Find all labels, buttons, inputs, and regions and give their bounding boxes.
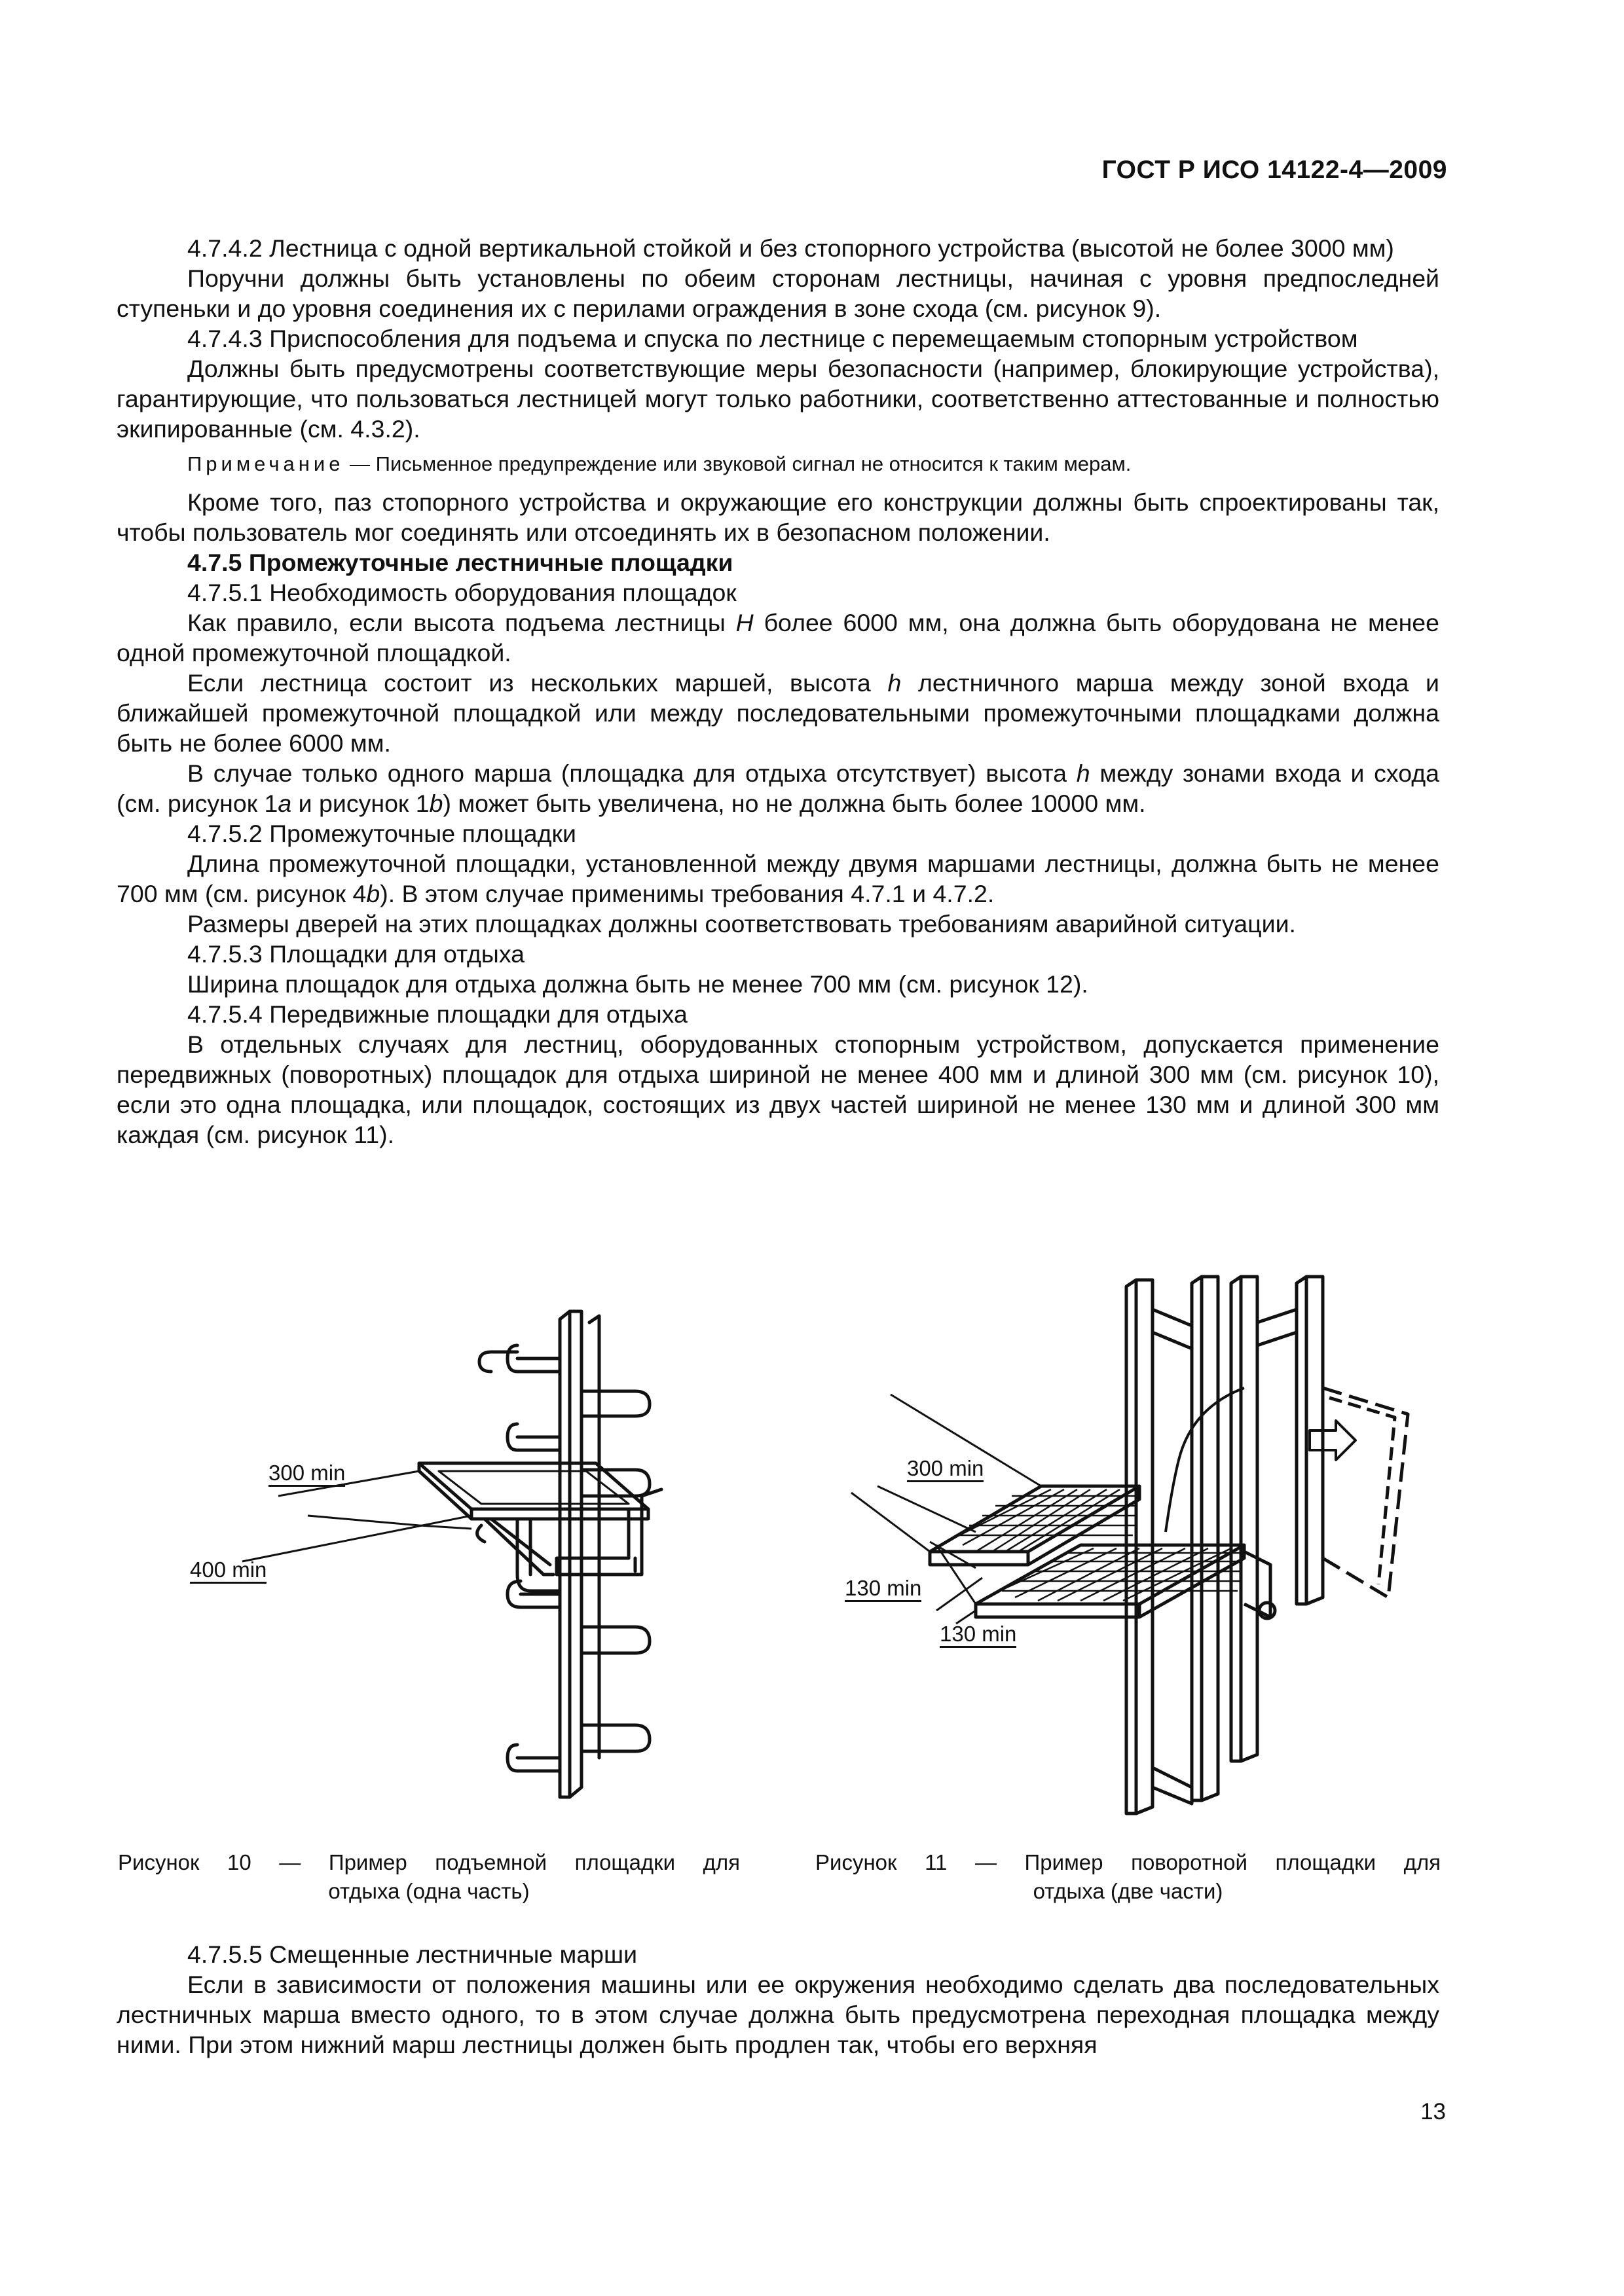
subsection-heading: 4.7.5.5 Смещенные лестничные марши [187,1941,638,1968]
dimension-line-130a [851,1493,930,1552]
section-heading: 4.7.5 Промежуточные лестничные площадки [187,549,733,576]
paragraph [117,668,1439,758]
note-label: Примечание [187,452,344,475]
text-run-italic: b [366,880,380,907]
figure-10-caption [118,1848,740,1906]
paragraph: 4.7.4.3 Приспособления для подъема и спуска по лестнице с перемещаемым стопорным устройством [187,325,1358,352]
paragraph [117,608,1439,668]
text-run-italic: H [735,609,754,636]
text-run: В случае только одного марша (площадка для отдыха отсутствует) высота [187,759,1077,787]
rung [1257,1309,1297,1345]
note [117,449,1439,479]
paragraph: Кроме того, паз стопорного устройства и окружающие его конструкции должны быть спроектированы так, чтобы пользователь мог соединять или отсоединять их в безопасном положении. [117,488,1439,546]
figure-11-label-130a: 130 min [845,1576,921,1602]
rung [507,1345,560,1372]
figure-10-label-400: 400 min [190,1558,267,1584]
text-run: Как правило, если высота подъема лестницы [187,609,736,636]
document-header: ГОСТ Р ИСО 14122-4—2009 [1101,156,1447,184]
figure-11-label-130b: 130 min [940,1622,1016,1648]
text-run: Длина промежуточной площадки, установленной между двумя маршами лестницы, должна быть не менее 700 мм (см. рисунок 4 [117,850,1439,907]
subsection-heading: 4.7.5.1 Необходимость оборудования площадок [187,579,737,606]
figure-10-caption-line: отдыха (одна часть) [328,1879,530,1903]
text-run: ). В этом случае применимы требования 4.7.1 и 4.7.2. [380,880,995,907]
rung [581,1470,650,1496]
rung [507,1581,560,1607]
rung [581,1627,650,1653]
rung [581,1725,650,1751]
figure-11-svg [825,1270,1414,1827]
paragraph: 4.7.4.2 Лестница с одной вертикальной стойкой и без стопорного устройства (высотой не более 3000 мм) [187,234,1394,262]
paragraph: Размеры дверей на этих площадках должны соответствовать требованиям аварийной ситуации. [187,910,1296,938]
body-text-upper [117,233,1439,1150]
paragraph: В отдельных случаях для лестниц, оборудованных стопорным устройством, допускается применение передвижных (поворотных) площадок для отдыха шириной не менее 400 мм и длиной 300 мм (см. рисунок 10), если это одна площадка, или площадок, состоящих из двух частей шириной не менее 130 мм и длиной 300 мм каждая (см. рисунок 11). [117,1030,1439,1148]
paragraph: Ширина площадок для отдыха должна быть не менее 700 мм (см. рисунок 12). [187,970,1088,998]
text-run: Если лестница состоит из нескольких маршей, высота [187,669,888,697]
arrow-icon [1310,1421,1356,1460]
figure-11-caption-line: Рисунок 11 — Пример поворотной площадки для [815,1850,1441,1874]
text-run: более 6000 мм, она должна быть оборудована не менее одной промежуточной площадкой. [117,609,1439,666]
text-run: лестничного марша между зоной входа и ближайшей промежуточной площадкой или между последовательными промежуточными площадками должна быть не более 6000 мм. [117,669,1439,757]
subsection-heading: 4.7.5.2 Промежуточные площадки [187,820,576,847]
text-run: и рисунок 1 [291,790,430,817]
subsection-heading: 4.7.5.3 Площадки для отдыха [187,940,525,968]
rung [507,1745,560,1771]
text-run-italic: a [278,790,292,817]
rung [507,1424,560,1450]
dimension-line-400 [242,1516,471,1561]
subsection-heading: 4.7.5.4 Передвижные площадки для отдыха [187,1000,688,1028]
figure-11-caption [815,1848,1441,1906]
ladder-rail [1192,1277,1218,1800]
note-text: — Письменное предупреждение или звуковой сигнал не относится к таким мерам. [344,452,1132,475]
text-run: ) может быть увеличена, но не должна быть более 10000 мм. [443,790,1146,817]
paragraph [117,758,1439,818]
text-run-italic: h [1076,759,1090,787]
paragraph: Если в зависимости от положения машины или ее окружения необходимо сделать два последовательных лестничных марша вместо одного, то в этом случае должна быть предусмотрена переходная площадка между ними. При этом нижний марш лестницы должен быть продлен так, чтобы его верхняя [117,1971,1439,2058]
paragraph: Должны быть предусмотрены соответствующие меры безопасности (например, блокирующие устройства), гарантирующие, что пользоваться лестницей могут только работники, соответственно аттестованные и полностью экипированные (см. 4.3.2). [117,355,1439,443]
paragraph [117,848,1439,909]
text-run-italic: b [429,790,443,817]
figure-11-caption-line: отдыха (две части) [1033,1879,1223,1903]
ladder-rail [1231,1277,1257,1761]
rung [1153,1768,1192,1804]
rung [1153,1309,1192,1349]
text-run: между зонами входа и схода (см. рисунок 1 [117,759,1439,817]
figure-10-label-300: 300 min [268,1461,345,1487]
rung [581,1391,650,1416]
paragraph: Поручни должны быть установлены по обеим сторонам лестницы, начиная с уровня предпоследней ступеньки и до уровня соединения их с перилами ограждения в зоне схода (см. рисунок 9). [117,264,1439,322]
text-run-italic: h [887,669,902,697]
figure-11-drawing [825,1270,1414,1827]
body-text-lower [117,1939,1439,2060]
figure-11-label-300: 300 min [907,1457,984,1482]
page-number: 13 [1420,2099,1446,2124]
figure-10-caption-line: Рисунок 10 — Пример подъемной площадки для [118,1850,740,1874]
